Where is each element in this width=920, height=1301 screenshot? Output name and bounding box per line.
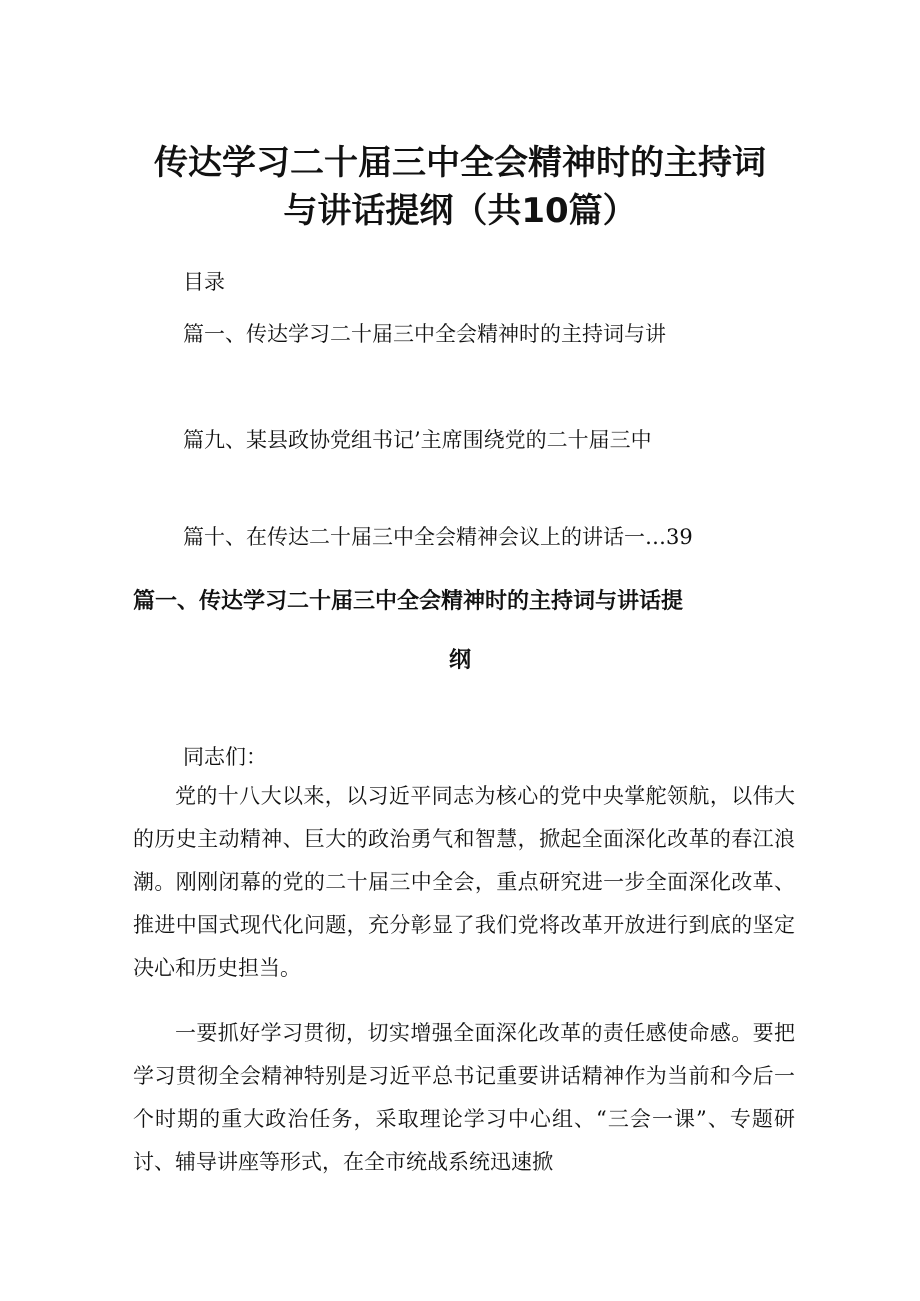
document-title-line1: 传达学习二十届三中全会精神时的主持词 bbox=[154, 143, 766, 183]
body-paragraph-2: 一要抓好学习贯彻，切实增强全面深化改革的责任感使命感。要把学习贯彻全会精神特别是习近平总书记重要讲话精神作为当前和今后一个时期的重大政治任务，采取理论学习中心组、“三会一课”、专题研讨、辅导讲座等形式，在全市统战系统迅速掀 bbox=[133, 1021, 795, 1174]
section-heading-line1: 篇一、传达学习二十届三中全会精神时的主持词与讲话提 bbox=[133, 589, 684, 614]
toc-item-10[interactable]: 篇十、在传达二十届三中全会精神会议上的讲话一…39 bbox=[183, 525, 693, 549]
section-heading-line2: 纲 bbox=[448, 648, 471, 673]
toc-item-9[interactable]: 篇九、某县政协党组书记’主席围绕党的二十届三中 bbox=[183, 428, 652, 452]
document-title-line2: 与讲话提纲（共10篇） bbox=[283, 191, 637, 231]
body-paragraph-1: 党的十八大以来，以习近平同志为核心的党中央掌舵领航，以伟大的历史主动精神、巨大的政治勇气和智慧，掀起全面深化改革的春江浪潮。刚刚闭幕的党的二十届三中全会，重点研究进一步全面深化改革、推进中国式现代化问题，充分彰显了我们党将改革开放进行到底的坚定决心和历史担当。 bbox=[133, 784, 795, 980]
toc-item-1[interactable]: 篇一、传达学习二十届三中全会精神时的主持词与讲 bbox=[183, 322, 666, 346]
greeting: 同志们： bbox=[183, 745, 267, 769]
toc-label: 目录 bbox=[183, 270, 225, 294]
